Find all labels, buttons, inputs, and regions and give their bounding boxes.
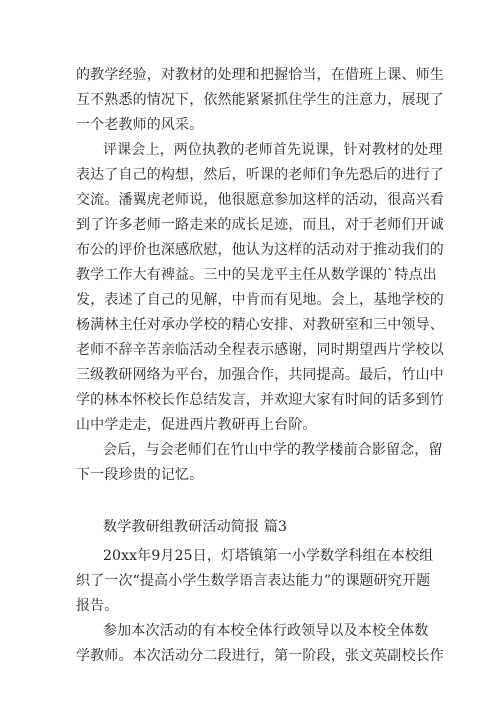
- paragraph-line: 一个老教师的风采。: [76, 117, 204, 133]
- paragraph-line: 的教学经验，对教材的处理和把握恰当，在借班上课、师生: [76, 67, 444, 83]
- paragraph-line: 报告。: [76, 598, 119, 614]
- paragraph-line: 织了一次“提高小学生数学语言表达能力”的课题研究开题: [76, 573, 431, 589]
- paragraph-line: 山中学走走，促进西片教研再上台阶。: [76, 417, 317, 433]
- paragraph-line: 交流。潘翼虎老师说，他很愿意参加这样的活动，很高兴看: [76, 192, 444, 208]
- section-heading: 数学教研组教研活动简报 篇3: [103, 519, 288, 535]
- paragraph-line: 教学工作大有裨益。三中的吴龙平主任从数学课的`特点出: [76, 267, 437, 283]
- paragraph-line: 互不熟悉的情况下，依然能紧紧抓住学生的注意力，展现了: [76, 92, 444, 108]
- paragraph-line: 布公的评价也深感欣慰，他认为这样的活动对于推动我们的: [76, 242, 444, 258]
- paragraph-line: 三级教研网络为平台，加强合作，共同提高。最后，竹山中: [76, 367, 444, 383]
- paragraph-line: 老师不辞辛苦亲临活动全程表示感谢，同时期望西片学校以: [76, 342, 444, 358]
- paragraph-line: 发，表述了自己的见解，中肯而有见地。会上，基地学校的: [76, 292, 444, 308]
- paragraph-line: 20xx年9月25日，灯塔镇第一小学数学科组在本校组: [103, 548, 434, 564]
- paragraph-line: 杨满林主任对承办学校的精心安排、对教研室和三中领导、: [76, 317, 444, 333]
- paragraph-line: 表达了自己的构想，然后，听课的老师们争先恐后的进行了: [76, 167, 444, 183]
- paragraph-line: 参加本次活动的有本校全体行政领导以及本校全体数: [103, 623, 429, 639]
- paragraph-line: 下一段珍贵的记忆。: [76, 467, 204, 483]
- paragraph-line: 学的林本怀校长作总结发言，并欢迎大家有时间的话多到竹: [76, 392, 444, 408]
- paragraph-line: 到了许多老师一路走来的成长足迹，而且，对于老师们开诚: [76, 217, 444, 233]
- paragraph-line: 评课会上，两位执教的老师首先说课，针对教材的处理: [103, 142, 443, 158]
- paragraph-line: 会后，与会老师们在竹山中学的教学楼前合影留念，留: [103, 442, 443, 458]
- paragraph-line: 学教师。本次活动分二段进行，第一阶段，张文英副校长作: [76, 648, 444, 664]
